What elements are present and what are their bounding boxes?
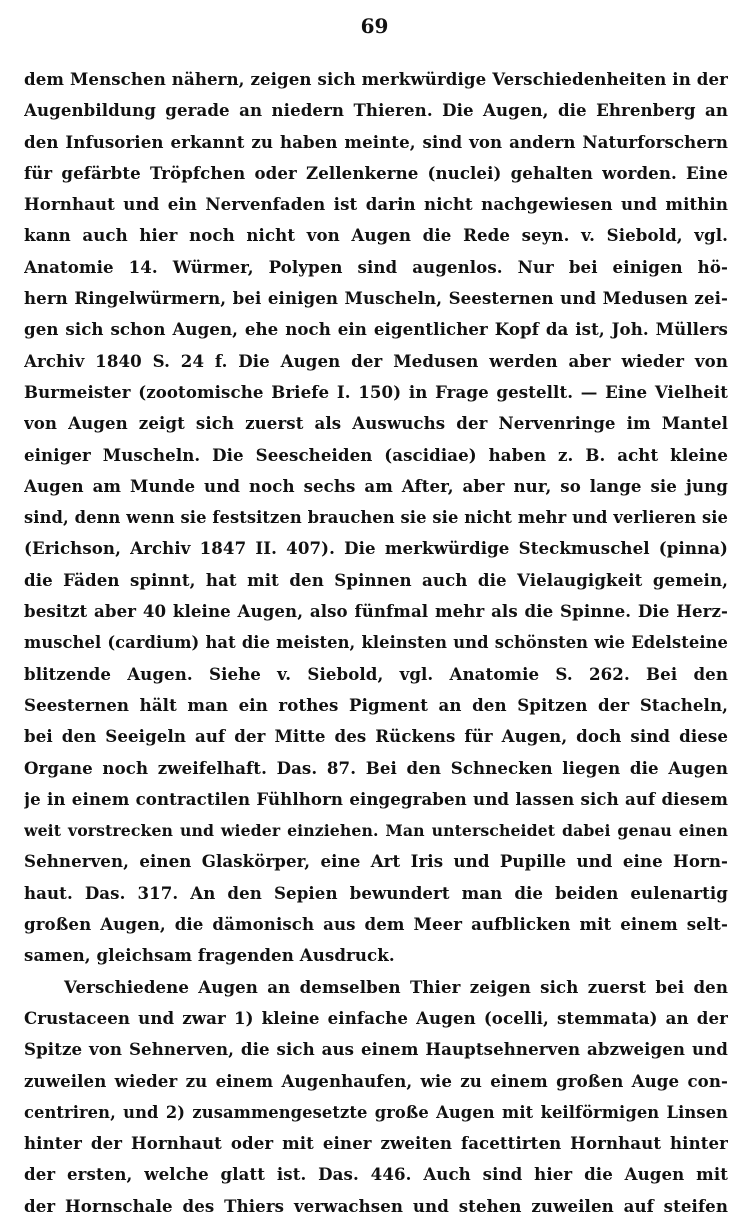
text-line: sind, denn wenn sie festsitzen brauchen sie sie nicht mehr und verlieren sie: [24, 508, 728, 528]
text-line: dem Menschen nähern, zeigen sich merkwürdige Verschiedenheiten in der: [24, 69, 728, 89]
text-line: Anatomie 14. Würmer, Polypen sind augenlos. Nur bei einigen hö-: [24, 256, 728, 277]
text-line: Verschiedene Augen an demselben Thier zeigen sich zuerst bei den: [64, 976, 728, 997]
text-line: muschel (cardium) hat die meisten, kleinsten und schönsten wie Edelsteine: [24, 633, 728, 653]
text-line: Spitze von Sehnerven, die sich aus einem Hauptsehnerven abzweigen und: [24, 1039, 728, 1060]
text-line: Sehnerven, einen Glaskörper, eine Art Iris und Pupille und eine Horn-: [24, 851, 728, 872]
text-line: den Infusorien erkannt zu haben meinte, sind von andern Naturforschern: [24, 131, 728, 152]
text-line: weit vorstrecken und wieder einziehen. Man unterscheidet dabei genau einen: [24, 821, 728, 841]
text-line: centriren, und 2) zusammengesetzte große Augen mit keilförmigen Linsen: [24, 1102, 728, 1122]
text-line: Augenbildung gerade an niedern Thieren. Die Augen, die Ehrenberg an: [24, 100, 728, 121]
text-line: Augen am Munde und noch sechs am After, aber nur, so lange sie jung: [24, 475, 728, 496]
text-line: kann auch hier noch nicht von Augen die Rede seyn. v. Siebold, vgl.: [24, 225, 728, 246]
text-line: für gefärbte Tröpfchen oder Zellenkerne (nuclei) gehalten worden. Eine: [24, 162, 728, 183]
text-line: hinter der Hornhaut oder mit einer zweiten facettirten Hornhaut hinter: [24, 1133, 728, 1154]
text-line: zuweilen wieder zu einem Augenhaufen, wie zu einem großen Auge con-: [24, 1070, 728, 1091]
text-line: der ersten, welche glatt ist. Das. 446. Auch sind hier die Augen mit: [24, 1164, 728, 1185]
text-line: hern Ringelwürmern, bei einigen Muscheln, Seesternen und Medusen zei-: [24, 288, 728, 309]
text-line: (Erichson, Archiv 1847 II. 407). Die merkwürdige Steckmuschel (pinna): [24, 538, 728, 559]
text-line: einiger Muscheln. Die Seescheiden (ascidiae) haben z. B. acht kleine: [24, 444, 728, 465]
text-line: besitzt aber 40 kleine Augen, also fünfmal mehr als die Spinne. Die Herz-: [24, 601, 728, 622]
page-number: 69: [360, 14, 389, 38]
text-line: samen, gleichsam fragenden Ausdruck.: [24, 945, 395, 966]
paragraph-1: [24, 64, 728, 972]
text-line: Burmeister (zootomische Briefe I. 150) in Frage gestellt. — Eine Vielheit: [24, 381, 728, 402]
text-line: von Augen zeigt sich zuerst als Auswuchs der Nervenringe im Mantel: [24, 413, 728, 434]
text-line: gen sich schon Augen, ehe noch ein eigentlicher Kopf da ist, Joh. Müllers: [24, 319, 728, 340]
text-line: großen Augen, die dämonisch aus dem Meer aufblicken mit einem selt-: [24, 914, 728, 935]
paragraph-2: [24, 972, 728, 1222]
body-text: [24, 64, 728, 1222]
text-line: der Hornschale des Thiers verwachsen und stehen zuweilen auf steifen: [24, 1195, 728, 1216]
text-line: die Fäden spinnt, hat mit den Spinnen auch die Vielaugigkeit gemein,: [24, 569, 728, 590]
text-line: je in einem contractilen Fühlhorn eingegraben und lassen sich auf diesem: [24, 788, 728, 809]
text-line: blitzende Augen. Siehe v. Siebold, vgl. Anatomie S. 262. Bei den: [24, 663, 728, 684]
text-line: Archiv 1840 S. 24 f. Die Augen der Medusen werden aber wieder von: [24, 350, 728, 371]
text-line: Crustaceen und zwar 1) kleine einfache Augen (ocelli, stemmata) an der: [24, 1007, 728, 1028]
text-line: Organe noch zweifelhaft. Das. 87. Bei den Schnecken liegen die Augen: [24, 757, 728, 778]
text-line: Hornhaut und ein Nervenfaden ist darin nicht nachgewiesen und mithin: [24, 194, 728, 215]
text-line: haut. Das. 317. An den Sepien bewundert man die beiden eulenartig: [24, 882, 728, 903]
text-line: bei den Seeigeln auf der Mitte des Rückens für Augen, doch sind diese: [24, 726, 728, 747]
text-line: Seesternen hält man ein rothes Pigment an den Spitzen der Stacheln,: [24, 694, 728, 715]
